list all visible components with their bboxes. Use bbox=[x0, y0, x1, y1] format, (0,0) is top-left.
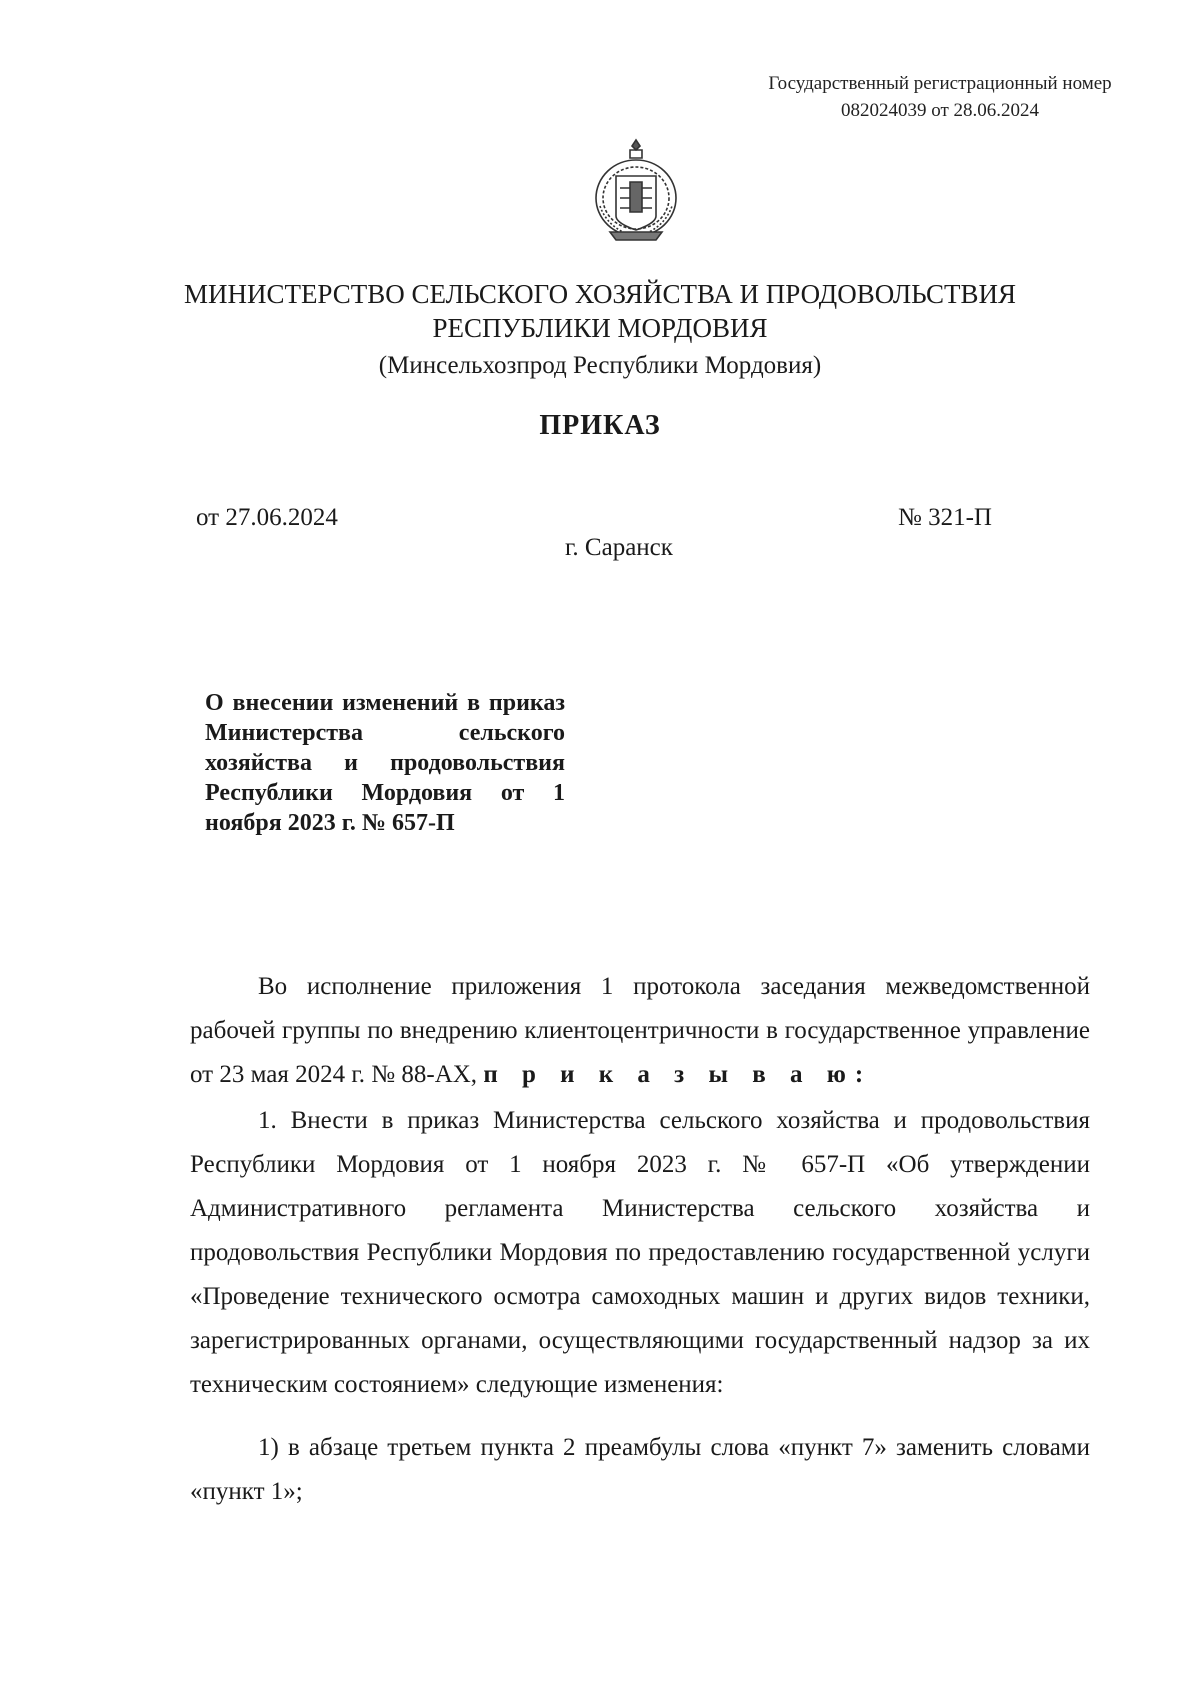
paragraph-preamble bbox=[190, 965, 1090, 1097]
subitem-1-text: 1) в абзаце третьем пункта 2 преамбулы слова «пункт 7» заменить словами «пункт 1»; bbox=[190, 1434, 1090, 1505]
order-date: от 27.06.2024 bbox=[196, 504, 338, 531]
order-city: г. Саранск bbox=[565, 534, 673, 561]
registration-line-1: Государственный регистрационный номер bbox=[768, 73, 1112, 94]
coat-of-arms-of-mordovia-icon bbox=[590, 136, 682, 244]
registration-number bbox=[730, 70, 1150, 124]
ministry-name-line-2: РЕСПУБЛИКИ МОРДОВИЯ bbox=[432, 313, 768, 343]
order-number: № 321-П bbox=[898, 504, 992, 531]
document-type-title: ПРИКАЗ bbox=[539, 410, 661, 441]
paragraph-subitem-1 bbox=[190, 1426, 1090, 1514]
ministry-short-name: (Минсельхозпрод Республики Мордовия) bbox=[378, 352, 822, 379]
order-verb: п р и к а з ы в а ю: bbox=[483, 1061, 873, 1088]
paragraph-item-1 bbox=[190, 1099, 1090, 1407]
registration-line-2: 082024039 от 28.06.2024 bbox=[840, 100, 1040, 121]
preamble-text: Во исполнение приложения 1 протокола заседания межведомственной рабочей группы по внедрению клиентоцентричности в государственное управление от 23 мая 2024 г. № 88-АХ, bbox=[190, 973, 1090, 1088]
item-1-text: 1. Внести в приказ Министерства сельского хозяйства и продовольствия Республики Мордовия от 1 ноября 2023 г. № 657-П «Об утверждении Административного регламента Министерства сельского хозяйства и продовольствия Республики Мордовия по предоставлению государственной услуги «Проведение технического осмотра самоходных машин и других видов техники, зарегистрированных органами, осуществляющими государственный надзор за их техническим состоянием» следующие изменения: bbox=[190, 1107, 1090, 1398]
ministry-name-line-1: МИНИСТЕРСТВО СЕЛЬСКОГО ХОЗЯЙСТВА И ПРОДОВОЛЬСТВИЯ bbox=[183, 279, 1017, 309]
order-subject: О внесении изменений в приказ Министерства сельского хозяйства и продовольствия Республики Мордовия от 1 ноября 2023 г. № 657-П bbox=[205, 690, 565, 836]
